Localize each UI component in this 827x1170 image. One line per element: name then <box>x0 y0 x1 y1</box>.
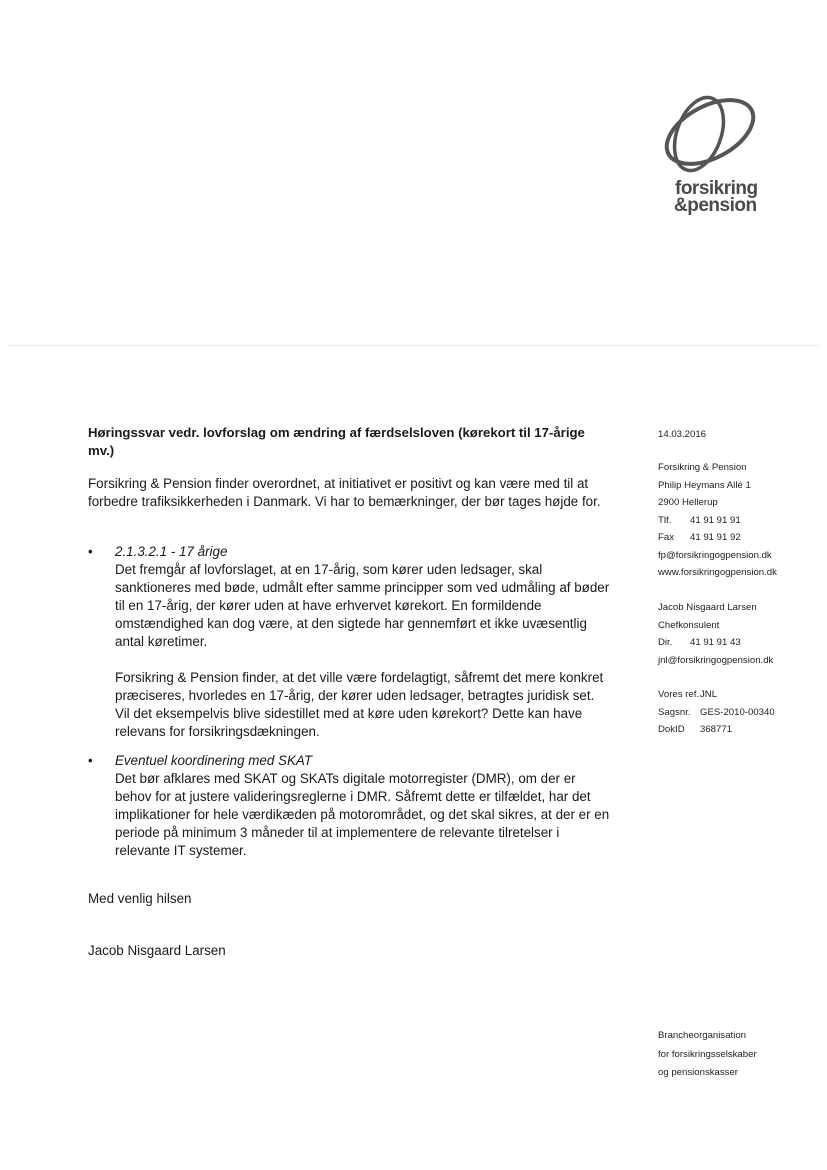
direct-number: 41 91 91 43 <box>690 637 741 648</box>
case-number <box>658 704 775 722</box>
section-paragraph: Det fremgår af lovforslaget, at en 17-årig, som kører uden ledsager, skal sanktioneres med bøde, udmålt efter samme principper som ved udmåling af bøder til en 17-årig, der kører uden at have erhvervet kørekort. En formildende omstændighed kan dog være, at den sigtede har gennemført et ikke uvæsentlig antal køretimer. <box>115 562 610 649</box>
case-value: GES-2010-00340 <box>700 706 775 718</box>
logo-text-line2: &pension <box>674 195 757 216</box>
contact-title: Chefkonsulent <box>658 619 720 631</box>
closing-greeting: Med venlig hilsen <box>88 891 192 906</box>
reference-label: Vores ref. <box>658 689 700 700</box>
section-heading: 2.1.3.2.1 - 17 årige <box>115 544 228 559</box>
sender-email: fp@forsikringogpension.dk <box>658 549 772 561</box>
sender-org: Forsikring & Pension <box>658 462 747 473</box>
direct-label: Dir. <box>658 637 673 648</box>
reference-block <box>658 686 775 739</box>
contact-name: Jacob Nisgaard Larsen <box>658 602 757 613</box>
document-id-value: 368771 <box>700 724 733 735</box>
letter-subject: Høringssvar vedr. lovforslag om ændring af færdselsloven (kørekort til 17-årige mv.) <box>88 425 585 458</box>
intro-paragraph: Forsikring & Pension finder overordnet, at initiativet er positivt og kan være med til at forbedre trafiksikkerheden i Danmark. Vi har to bemærkninger, der bør tages højde for. <box>88 476 601 509</box>
sender-phone <box>658 512 777 530</box>
section-paragraph: Det bør afklares med SKAT og SKATs digitale motorregister (DMR), om der er behov for at justere valideringsreglerne i DMR. Såfremt dette er tilfældet, har det implikationer for hele værdikæden på motorområdet, og det skal sikres, at der er en periode på minimum 3 måneder til at implementere de relevante tilretelser i relevante IT systemer. <box>115 771 610 858</box>
section-body <box>115 561 610 741</box>
sender-address-block <box>658 459 777 582</box>
company-logo <box>655 88 763 218</box>
phone-number: 41 91 91 91 <box>690 514 741 526</box>
sender-street: Philip Heymans Allé 1 <box>658 479 751 491</box>
contact-email: jnl@forsikringogpension.dk <box>658 654 774 666</box>
section-paragraph: Forsikring & Pension finder, at det ville være fordelagtigt, såfremt det mere konkret præciseres, hvorledes en 17-årig, der kører uden ledsager, betragtes juridisk set. Vil det eksempelvis blive sidestillet med at køre uden kørekort? Dette kan have relevans for forsikringsdækningen. <box>115 670 604 739</box>
bullet-marker: • <box>88 753 93 768</box>
logo-text-line1: forsikring <box>675 178 758 199</box>
contact-block <box>658 599 773 669</box>
footer-line: Brancheorganisation <box>658 1030 747 1041</box>
fax-number: 41 91 91 92 <box>690 532 741 543</box>
contact-direct <box>658 634 773 652</box>
document-id-label: DokID <box>658 724 685 735</box>
phone-label: Tlf. <box>658 514 672 526</box>
sender-fax <box>658 529 777 547</box>
sender-city: 2900 Hellerup <box>658 497 718 508</box>
footer-line: og pensionskasser <box>658 1067 738 1078</box>
logo-swirl-icon <box>655 88 763 178</box>
signature-name: Jacob Nisgaard Larsen <box>88 943 226 958</box>
case-label: Sagsnr. <box>658 706 691 718</box>
letter-date: 14.03.2016 <box>658 429 707 440</box>
section-heading: Eventuel koordinering med SKAT <box>115 753 312 768</box>
fax-label: Fax <box>658 532 674 543</box>
footer-line: for forsikringsselskaber <box>658 1048 757 1060</box>
section-body <box>115 770 610 860</box>
bullet-marker: • <box>88 544 93 559</box>
header-divider <box>8 345 820 346</box>
footer-tagline <box>658 1027 757 1083</box>
document-id <box>658 721 775 739</box>
our-reference <box>658 686 775 704</box>
reference-value: JNL <box>700 689 718 700</box>
sender-website: www.forsikringogpension.dk <box>658 567 777 578</box>
